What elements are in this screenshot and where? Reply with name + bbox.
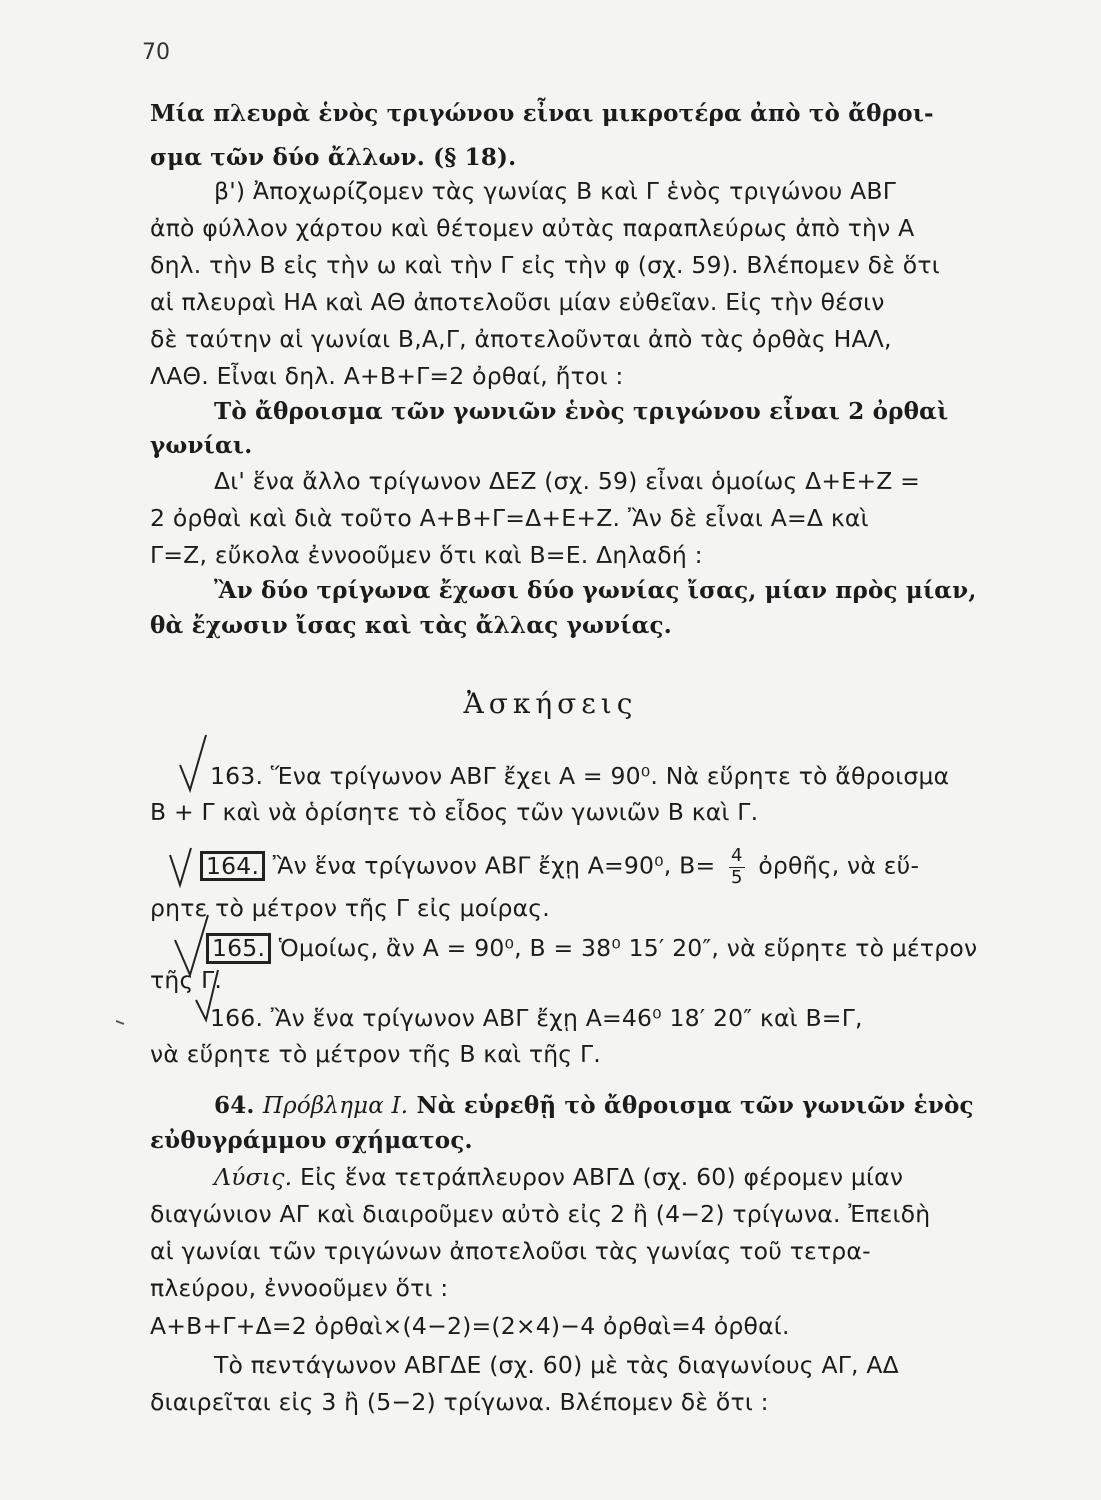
exercise-165-text: Ὁμοίως, ἂν Α = 90⁰, Β = 38⁰ 15′ 20″, νὰ εὕρητε τὸ μέτρον — [278, 934, 978, 962]
paragraph-line: ΛΑΘ. Εἶναι δηλ. Α+Β+Γ=2 ὀρθαί, ἤτοι : — [150, 362, 624, 390]
paragraph-line: 2 ὀρθαὶ καὶ διὰ τοῦτο Α+Β+Γ=Δ+Ε+Ζ. Ἂν δὲ εἶναι Α=Δ καὶ — [150, 504, 869, 532]
theorem-2-line-1: Τὸ ἄθροισμα τῶν γωνιῶν ἑνὸς τριγώνου εἶναι 2 ὀρθαὶ — [214, 398, 949, 425]
page-number: 70 — [142, 40, 170, 65]
paragraph-line: Γ=Ζ, εὔκολα ἐννοοῦμεν ὅτι καὶ Β=Ε. Δηλαδή : — [150, 541, 703, 569]
paragraph-line: αἱ γωνίαι τῶν τριγώνων ἀποτελοῦσι τὰς γωνίας τοῦ τετρα- — [150, 1237, 871, 1265]
paragraph-line: δὲ ταύτην αἱ γωνίαι Β,Α,Γ, ἀποτελοῦνται ἀπὸ τὰς ὀρθὰς ΗΑΛ, — [150, 325, 892, 353]
check-mark-163 — [180, 735, 206, 790]
fraction-denominator: 5 — [731, 866, 743, 888]
check-mark-165 — [175, 915, 208, 975]
exercise-163-line-2: Β + Γ καὶ νὰ ὁρίσητε τὸ εἶδος τῶν γωνιῶν Β καὶ Γ. — [150, 798, 759, 826]
exercise-164-line-2: ρητε τὸ μέτρον τῆς Γ εἰς μοίρας. — [150, 894, 550, 922]
exercise-163-line-1: 163. Ἕνα τρίγωνον ΑΒΓ ἔχει Α = 90⁰. Νὰ εὕρητε τὸ ἄθροισμα — [210, 762, 950, 790]
equation-line: Α+Β+Γ+Δ=2 ὀρθαὶ×(4−2)=(2×4)−4 ὀρθαὶ=4 ὀρθαί. — [150, 1312, 790, 1340]
paragraph-line: ἀπὸ φύλλον χάρτου καὶ θέτομεν αὐτὰς παραπλεύρως ἀπὸ τὴν Α — [150, 214, 915, 242]
check-mark-164 — [170, 848, 191, 885]
theorem-1-line-1: Μία πλευρὰ ἑνὸς τριγώνου εἶναι μικροτέρα ἀπὸ τὸ ἄθροι- — [150, 100, 934, 127]
solution-label: Λύσις. — [214, 1163, 293, 1191]
exercise-165-line-2: τῆς Γ. — [150, 966, 223, 994]
paragraph-line: αἱ πλευραὶ ΗΑ καὶ ΑΘ ἀποτελοῦσι μίαν εὐθεῖαν. Εἰς τὴν θέσιν — [150, 288, 885, 316]
solution-text: Εἰς ἕνα τετράπλευρον ΑΒΓΔ (σχ. 60) φέρομεν μίαν — [300, 1163, 904, 1191]
paragraph-line: διαγώνιον ΑΓ καὶ διαιροῦμεν αὐτὸ εἰς 2 ἢ (4−2) τρίγωνα. Ἐπειδὴ — [150, 1200, 931, 1228]
problem-label: Πρόβλημα Ι. — [262, 1093, 409, 1119]
section-64-title-line-2: εὐθυγράμμου σχήματος. — [150, 1127, 473, 1154]
exercise-164-text: Ἂν ἕνα τρίγωνον ΑΒΓ ἔχῃ Α=90⁰, Β= — [272, 851, 716, 880]
exercises-heading: Ἀσκήσεις — [463, 687, 638, 720]
paragraph-line: Δι' ἕνα ἄλλο τρίγωνον ΔΕΖ (σχ. 59) εἶναι ὁμοίως Δ+Ε+Ζ = — [214, 467, 921, 495]
exercise-164-number-box: 164. — [200, 851, 265, 882]
theorem-2-line-2: γωνίαι. — [150, 432, 253, 459]
section-number: 64. — [214, 1092, 255, 1119]
pencil-dot — [116, 1021, 124, 1024]
paragraph-line: διαιρεῖται εἰς 3 ἢ (5−2) τρίγωνα. Βλέπομεν δὲ ὅτι : — [150, 1388, 769, 1416]
section-title: Νὰ εὑρεθῇ τὸ ἄθροισμα τῶν γωνιῶν ἑνὸς — [416, 1092, 974, 1119]
theorem-3-line-2: θὰ ἔχωσιν ἴσας καὶ τὰς ἄλλας γωνίας. — [150, 612, 672, 639]
paragraph-line: δηλ. τὴν Β εἰς τὴν ω καὶ τὴν Γ εἰς τὴν φ (σχ. 59). Βλέπομεν δὲ ὅτι — [150, 251, 940, 279]
paragraph-line: β') Ἀποχωρίζομεν τὰς γωνίας Β καὶ Γ ἑνὸς τριγώνου ΑΒΓ — [214, 177, 897, 205]
paragraph-line: Τὸ πεντάγωνον ΑΒΓΔΕ (σχ. 60) μὲ τὰς διαγωνίους ΑΓ, ΑΔ — [214, 1351, 899, 1379]
exercise-164-text-end: ὀρθῆς, νὰ εὕ- — [758, 851, 920, 880]
theorem-1-line-2: σμα τῶν δύο ἄλλων. (§ 18). — [150, 144, 517, 171]
exercise-165-number-box: 165. — [206, 933, 271, 964]
theorem-3-line-1: Ἂν δύο τρίγωνα ἔχωσι δύο γωνίας ἴσας, μίαν πρὸς μίαν, — [214, 577, 977, 604]
exercise-166-line-2: νὰ εὕρητε τὸ μέτρον τῆς Β καὶ τῆς Γ. — [150, 1040, 601, 1068]
exercise-166-line-1: 166. Ἂν ἕνα τρίγωνον ΑΒΓ ἔχῃ Α=46⁰ 18′ 20″ καὶ Β=Γ, — [210, 1004, 863, 1032]
check-mark-166 — [196, 970, 218, 1020]
fraction-numerator: 4 — [731, 845, 743, 866]
paragraph-line: πλεύρου, ἐννοοῦμεν ὅτι : — [150, 1274, 449, 1302]
